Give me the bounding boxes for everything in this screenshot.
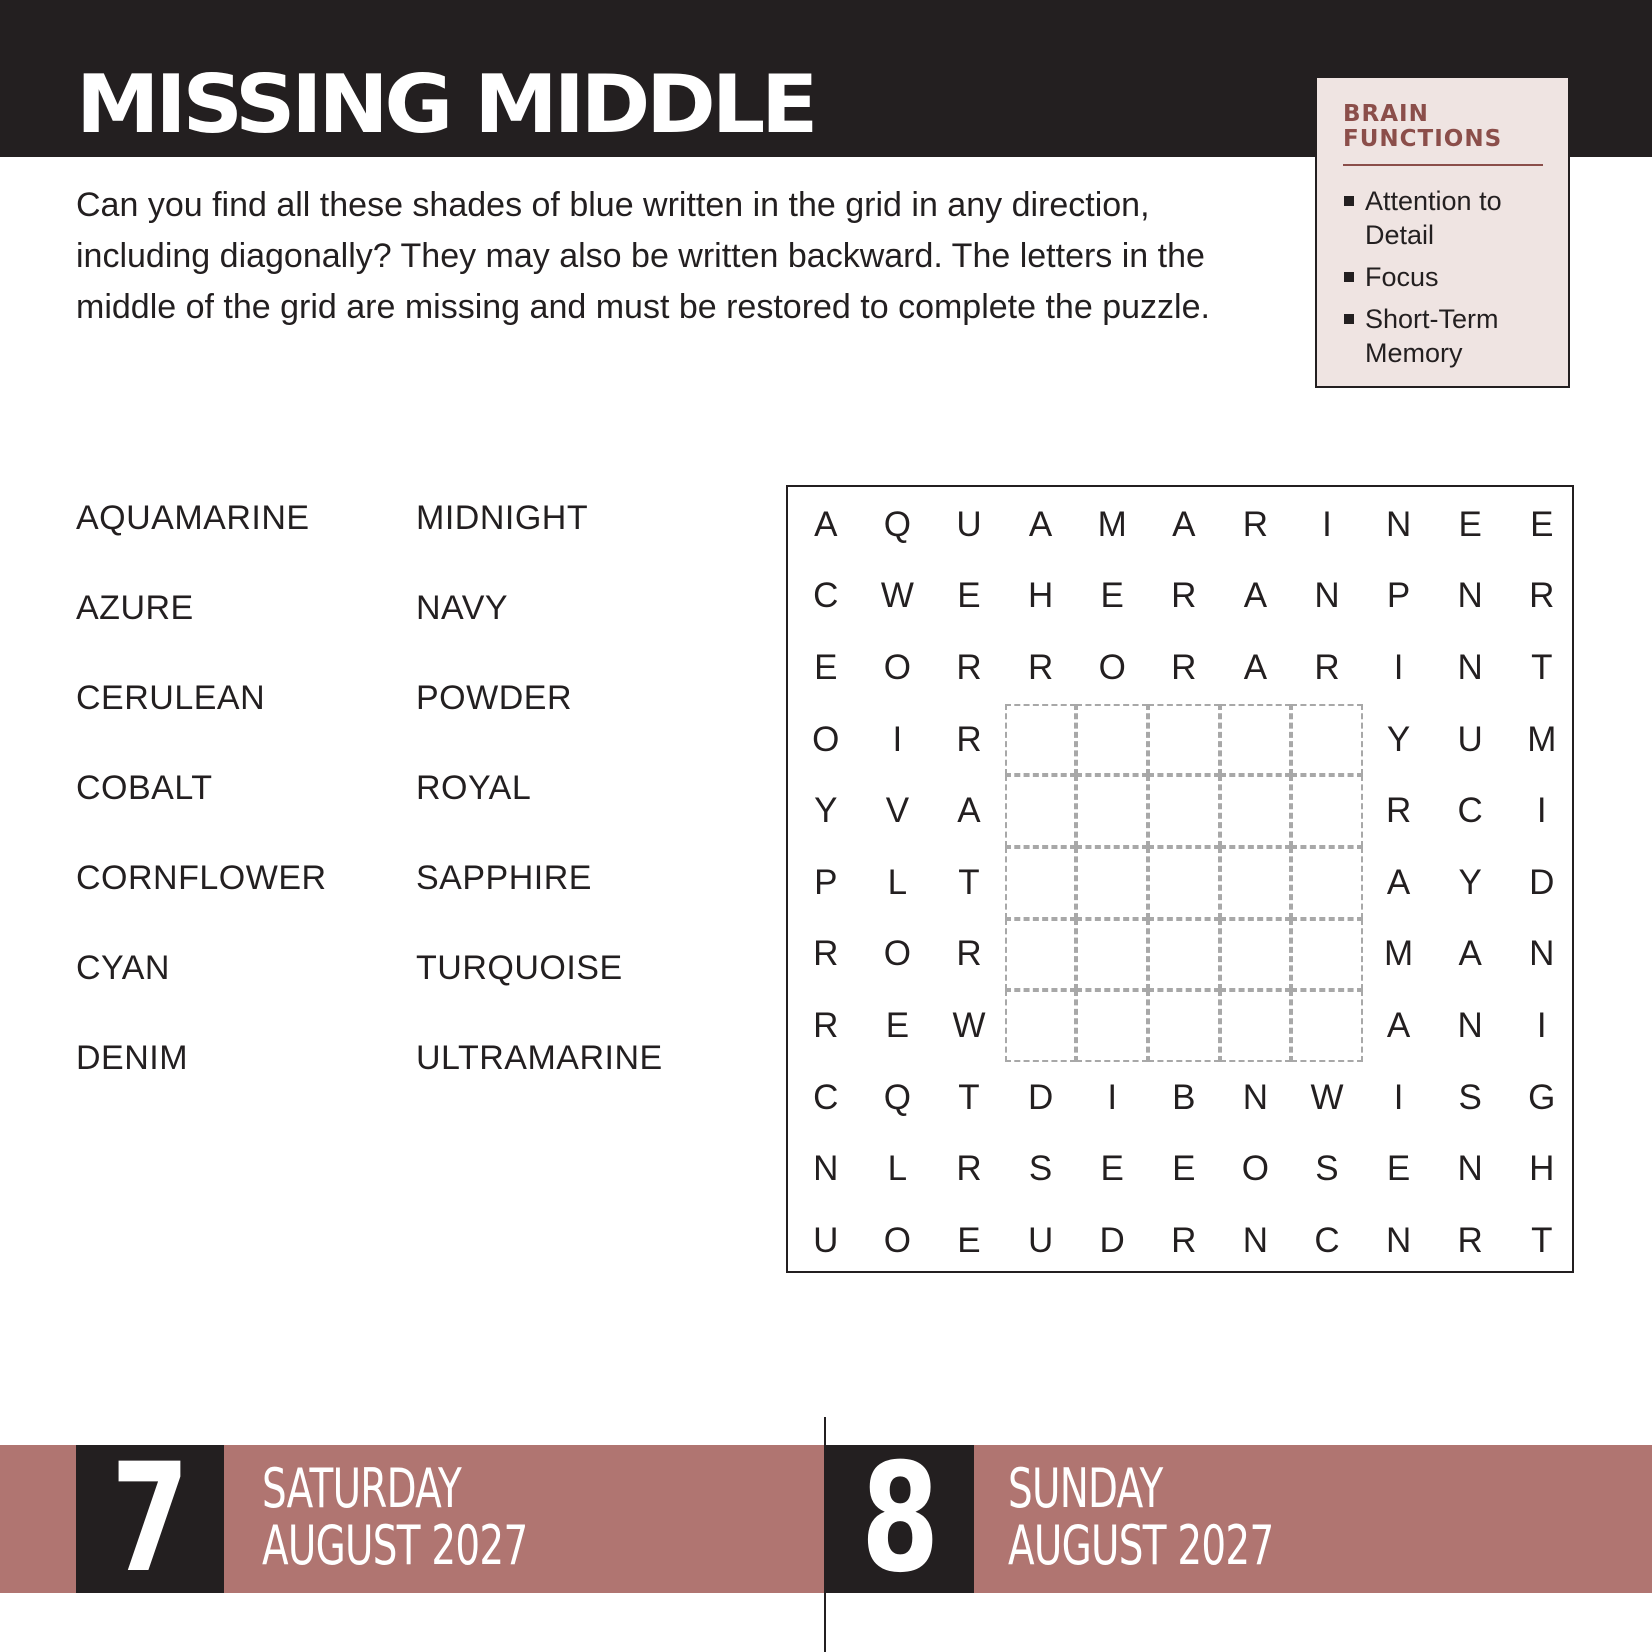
grid-letter: N <box>1457 1005 1483 1045</box>
missing-letter-cell <box>1148 990 1220 1062</box>
grid-letter: L <box>887 862 908 902</box>
grid-letter: W <box>1310 1077 1344 1117</box>
grid-letter: P <box>814 862 838 902</box>
grid-letter: U <box>1027 1220 1054 1260</box>
missing-letter-cell <box>1005 990 1077 1062</box>
grid-letter: N <box>1242 1077 1269 1117</box>
grid-letter: R <box>956 719 982 759</box>
day-label-sunday <box>1008 1457 1274 1577</box>
brain-function-label: Short-Term Memory <box>1365 304 1499 368</box>
grid-letter: W <box>880 576 914 616</box>
grid-letter: E <box>1100 1149 1124 1189</box>
grid-letter: L <box>887 1149 908 1189</box>
brain-function-item <box>1343 260 1544 294</box>
grid-letter: A <box>1386 862 1411 902</box>
grid-letter: E <box>1172 1149 1196 1189</box>
grid-letter: Y <box>814 791 838 831</box>
missing-letter-cell <box>1148 775 1220 847</box>
brain-functions-box <box>1315 76 1570 388</box>
missing-letter-cell <box>1220 847 1292 919</box>
grid-letter: I <box>1536 791 1547 831</box>
grid-letter: H <box>1529 1149 1555 1189</box>
square-bullet-icon <box>1344 272 1354 282</box>
grid-letter: R <box>1171 647 1197 687</box>
grid-letter: S <box>1028 1149 1053 1189</box>
grid-letter: R <box>1529 576 1555 616</box>
grid-letter: S <box>1315 1149 1339 1189</box>
grid-letter: G <box>1528 1077 1556 1117</box>
grid-letter: D <box>1099 1220 1125 1260</box>
grid-letter: C <box>1314 1220 1340 1260</box>
grid-letter: I <box>1322 504 1332 544</box>
grid-letter: A <box>1028 504 1053 544</box>
grid-letter: A <box>1243 647 1268 687</box>
weekday-label: SATURDAY <box>262 1457 462 1520</box>
missing-letter-cell <box>1220 775 1292 847</box>
grid-letter: T <box>958 1077 980 1117</box>
grid-letter: I <box>1393 647 1404 687</box>
grid-letter: R <box>1385 791 1412 831</box>
day-number-saturday: 7 <box>76 1445 224 1593</box>
grid-letter: A <box>1386 1005 1411 1045</box>
grid-letter: R <box>956 1149 982 1189</box>
grid-letter: N <box>1457 576 1483 616</box>
grid-letter: R <box>813 1005 839 1045</box>
grid-letter: E <box>814 647 838 687</box>
grid-letter: N <box>1529 934 1555 974</box>
word-search-grid <box>786 485 1574 1273</box>
brain-function-label: Attention to Detail <box>1365 186 1502 250</box>
grid-letter: M <box>1097 504 1127 544</box>
grid-letter: M <box>1384 934 1414 974</box>
brain-function-item <box>1343 184 1544 252</box>
grid-letter: Q <box>883 504 911 544</box>
grid-letter: R <box>1171 576 1197 616</box>
word-list-item: AQUAMARINE <box>76 499 310 537</box>
grid-letter: E <box>957 1220 981 1260</box>
page-title: MISSING MIDDLE <box>76 58 815 151</box>
missing-letter-cell <box>1005 919 1077 991</box>
grid-letter: N <box>813 1149 839 1189</box>
grid-letter: B <box>1172 1077 1196 1117</box>
grid-letter: E <box>1458 504 1482 544</box>
word-list-item: COBALT <box>76 769 213 807</box>
missing-letter-cell <box>1076 919 1148 991</box>
grid-letter: O <box>883 647 911 687</box>
brain-functions-title-line2: FUNCTIONS <box>1343 126 1503 152</box>
word-list <box>76 498 716 1158</box>
missing-letter-cell <box>1076 990 1148 1062</box>
brain-function-item <box>1343 302 1544 370</box>
grid-letter: N <box>1242 1220 1269 1260</box>
grid-letter: Y <box>1386 719 1411 759</box>
missing-letter-cell <box>1291 919 1363 991</box>
word-list-item: MIDNIGHT <box>416 499 589 537</box>
grid-letter: A <box>1172 504 1196 544</box>
missing-letter-cell <box>1148 847 1220 919</box>
grid-letter: R <box>1314 647 1340 687</box>
missing-letter-cell <box>1291 775 1363 847</box>
brain-functions-title-line1: BRAIN <box>1343 101 1429 127</box>
grid-letter: R <box>813 934 839 974</box>
month-year-label: AUGUST 2027 <box>262 1514 528 1577</box>
grid-letter: P <box>1386 576 1411 616</box>
day-number-sunday: 8 <box>826 1445 974 1593</box>
grid-letter: I <box>1107 1077 1118 1117</box>
grid-letter: A <box>957 791 981 831</box>
day-label-saturday <box>262 1457 528 1577</box>
grid-letter: N <box>1385 504 1412 544</box>
missing-letter-cell <box>1005 847 1077 919</box>
word-list-item: NAVY <box>416 589 509 627</box>
grid-letter: E <box>957 576 981 616</box>
puzzle-instructions: Can you find all these shades of blue written in the grid in any direction, including diagonally? They may also be written backward. The letters in the middle of the grid are missing and must be restored to complete the puzzle. <box>76 186 1210 326</box>
grid-letter: U <box>813 1220 839 1260</box>
grid-letter: E <box>1530 504 1554 544</box>
missing-letter-cell <box>1076 704 1148 776</box>
word-list-item: CYAN <box>76 949 170 987</box>
word-list-item: POWDER <box>416 679 572 717</box>
grid-letter: I <box>892 719 903 759</box>
missing-letter-cell <box>1005 704 1077 776</box>
missing-letter-cell <box>1220 990 1292 1062</box>
month-year-label: AUGUST 2027 <box>1008 1514 1274 1577</box>
grid-letter: T <box>1531 647 1553 687</box>
grid-letter: O <box>812 719 840 759</box>
missing-letter-cell <box>1220 704 1292 776</box>
grid-letter: C <box>813 576 839 616</box>
grid-letter: R <box>1171 1220 1197 1260</box>
grid-letter: E <box>885 1005 910 1045</box>
grid-letter: A <box>814 504 838 544</box>
missing-letter-cell <box>1148 919 1220 991</box>
missing-letter-cell <box>1220 919 1292 991</box>
grid-letter: A <box>1458 934 1482 974</box>
grid-letter: M <box>1527 719 1557 759</box>
word-list-item: CERULEAN <box>76 679 266 717</box>
grid-letter: I <box>1536 1005 1547 1045</box>
grid-letter: D <box>1027 1077 1054 1117</box>
square-bullet-icon <box>1344 314 1354 324</box>
grid-letter: D <box>1529 862 1555 902</box>
grid-letter: O <box>883 934 911 974</box>
grid-letter: N <box>1457 647 1483 687</box>
grid-letter: W <box>952 1005 986 1045</box>
grid-letter: T <box>1531 1220 1553 1260</box>
brain-function-label: Focus <box>1365 262 1439 292</box>
weekday-label: SUNDAY <box>1008 1457 1163 1520</box>
grid-letter: Y <box>1458 862 1482 902</box>
word-list-item: SAPPHIRE <box>416 859 592 897</box>
brain-functions-list <box>1343 184 1544 370</box>
grid-letter: U <box>1457 719 1483 759</box>
grid-letter: O <box>1241 1149 1269 1189</box>
grid-letter: T <box>958 862 980 902</box>
grid-letter: R <box>1457 1220 1483 1260</box>
grid-letter: O <box>883 1220 911 1260</box>
grid-letter: V <box>885 791 910 831</box>
word-list-item: CORNFLOWER <box>76 859 327 897</box>
grid-letter: C <box>1457 791 1483 831</box>
word-list-item: AZURE <box>76 589 194 627</box>
grid-letter: C <box>813 1077 839 1117</box>
grid-letter: E <box>1100 576 1124 616</box>
grid-letter: R <box>956 934 982 974</box>
grid-letter: A <box>1243 576 1268 616</box>
missing-letter-cell <box>1291 704 1363 776</box>
brain-functions-title <box>1343 102 1543 166</box>
grid-letter: I <box>1393 1077 1404 1117</box>
grid-letter: N <box>1457 1149 1483 1189</box>
missing-letter-cell <box>1076 775 1148 847</box>
grid-letter: Q <box>883 1077 911 1117</box>
word-list-item: ULTRAMARINE <box>416 1039 663 1077</box>
grid-letter: R <box>1242 504 1269 544</box>
word-list-item: TURQUOISE <box>416 949 623 987</box>
missing-letter-cell <box>1291 990 1363 1062</box>
grid-letter: U <box>956 504 982 544</box>
word-list-item: DENIM <box>76 1039 189 1077</box>
missing-letter-cell <box>1148 704 1220 776</box>
missing-letter-cell <box>1005 775 1077 847</box>
grid-letter: R <box>956 647 982 687</box>
word-list-item: ROYAL <box>416 769 532 807</box>
grid-letter: N <box>1385 1220 1412 1260</box>
grid-letter: H <box>1027 576 1054 616</box>
grid-letter: R <box>1027 647 1054 687</box>
grid-letter: S <box>1458 1077 1482 1117</box>
grid-letter: E <box>1386 1149 1411 1189</box>
missing-letter-cell <box>1291 847 1363 919</box>
grid-letter: N <box>1314 576 1340 616</box>
grid-letter: O <box>1098 647 1126 687</box>
missing-letter-cell <box>1076 847 1148 919</box>
square-bullet-icon <box>1344 196 1354 206</box>
